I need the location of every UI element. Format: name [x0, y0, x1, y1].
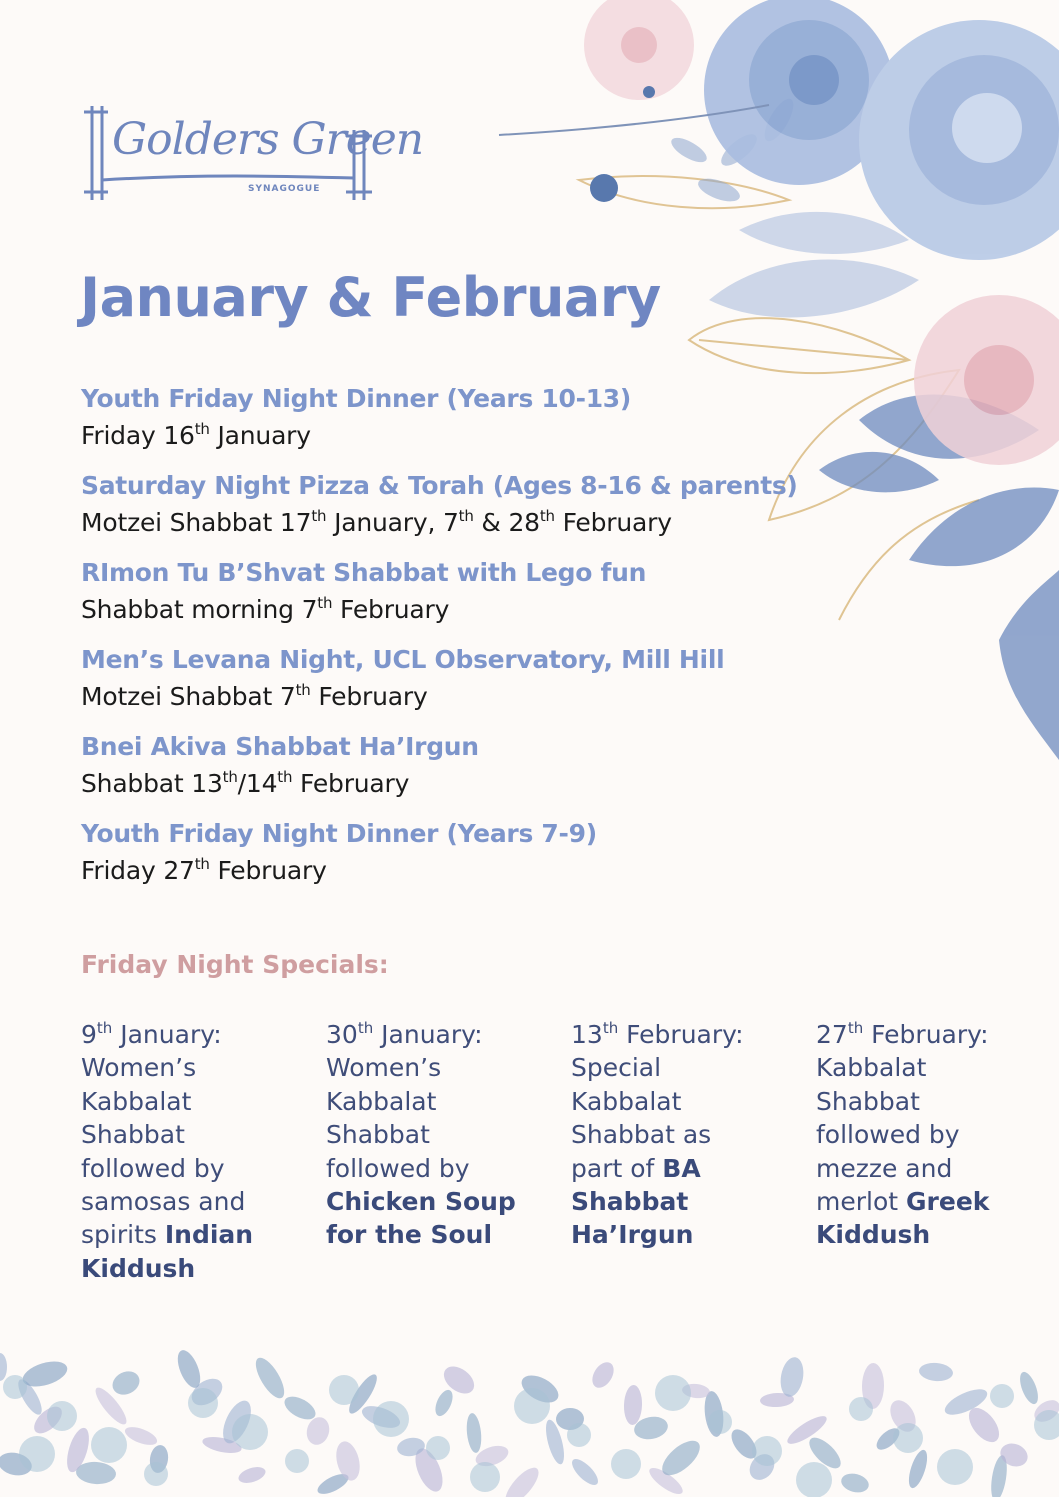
text-segment: Shabbat morning 7: [81, 595, 318, 624]
event-date: [81, 591, 861, 628]
text-segment: part of: [571, 1153, 663, 1183]
event-date: [81, 765, 861, 802]
text-segment: Friday 16: [81, 421, 195, 450]
event-item: [81, 641, 861, 728]
highlight-text: BA: [662, 1153, 701, 1183]
event-title: Youth Friday Night Dinner (Years 10-13): [81, 384, 632, 413]
special-column: [81, 1018, 281, 1285]
special-line: [81, 1152, 281, 1185]
special-line: [571, 1185, 771, 1218]
special-line: [816, 1018, 1016, 1051]
ordinal-suffix: th: [357, 1018, 374, 1037]
text-segment: mezze and: [816, 1153, 953, 1183]
text-segment: Kabbalat: [81, 1086, 192, 1116]
event-item: [81, 728, 861, 815]
ordinal-suffix: th: [539, 506, 555, 525]
special-line: [81, 1185, 281, 1218]
highlight-text: for the Soul: [326, 1220, 493, 1250]
text-segment: Kabbalat: [816, 1053, 927, 1083]
text-segment: Friday 27: [81, 856, 195, 885]
special-line: [816, 1051, 1016, 1084]
event-item: [81, 815, 861, 902]
text-segment: Shabbat: [326, 1120, 430, 1150]
text-segment: Kabbalat: [571, 1086, 682, 1116]
special-line: [816, 1152, 1016, 1185]
text-segment: Special: [571, 1053, 662, 1083]
text-segment: followed by: [816, 1120, 960, 1150]
special-line: [816, 1185, 1016, 1218]
special-line: [571, 1152, 771, 1185]
logo-subtitle: SYNAGOGUE: [248, 184, 321, 194]
text-segment: followed by: [81, 1153, 225, 1183]
special-line: [326, 1085, 526, 1118]
event-title: Saturday Night Pizza & Torah (Ages 8-16 & parents): [81, 471, 798, 500]
text-segment: 9: [81, 1020, 97, 1049]
highlight-text: Kiddush: [816, 1220, 931, 1250]
special-line: [571, 1118, 771, 1151]
ordinal-suffix: th: [847, 1018, 864, 1037]
text-segment: February:: [618, 1020, 744, 1049]
ordinal-suffix: th: [194, 419, 210, 438]
text-segment: 27: [816, 1020, 848, 1049]
special-column: [571, 1018, 771, 1252]
event-title: Bnei Akiva Shabbat Ha’Irgun: [81, 732, 479, 761]
text-segment: Kabbalat: [326, 1086, 437, 1116]
text-segment: January, 7: [326, 508, 459, 537]
text-segment: January: [209, 421, 311, 450]
highlight-text: Shabbat: [571, 1187, 689, 1217]
text-segment: Women’s: [81, 1053, 197, 1083]
foliage-border-bottom: [0, 1327, 1059, 1497]
text-segment: February: [292, 769, 410, 798]
event-item: [81, 554, 861, 641]
special-column: [326, 1018, 526, 1252]
ordinal-suffix: th: [317, 593, 333, 612]
event-date: [81, 678, 861, 715]
highlight-text: Indian: [164, 1220, 254, 1250]
ordinal-suffix: th: [222, 767, 238, 786]
highlight-text: Ha’Irgun: [571, 1220, 694, 1250]
special-line: [81, 1118, 281, 1151]
page-title: January & February: [80, 266, 661, 329]
highlight-text: Chicken Soup: [326, 1187, 516, 1217]
special-line: [81, 1018, 281, 1051]
ordinal-suffix: th: [295, 680, 311, 699]
special-line: [81, 1085, 281, 1118]
special-column: [816, 1018, 1016, 1252]
special-line: [816, 1218, 1016, 1251]
ordinal-suffix: th: [311, 506, 327, 525]
special-line: [81, 1218, 281, 1251]
text-segment: February: [310, 682, 428, 711]
text-segment: Shabbat 13: [81, 769, 223, 798]
ordinal-suffix: th: [96, 1018, 113, 1037]
special-line: [571, 1218, 771, 1251]
text-segment: February:: [863, 1020, 989, 1049]
text-segment: Women’s: [326, 1053, 442, 1083]
ordinal-suffix: th: [194, 854, 210, 873]
logo-wordmark: Golders Green: [112, 114, 424, 165]
text-segment: spirits: [81, 1220, 165, 1250]
text-segment: Shabbat: [81, 1120, 185, 1150]
text-segment: samosas and: [81, 1187, 246, 1217]
text-segment: 30: [326, 1020, 358, 1049]
event-date: [81, 417, 861, 454]
ordinal-suffix: th: [602, 1018, 619, 1037]
event-item: [81, 380, 861, 467]
text-segment: /14: [237, 769, 278, 798]
text-segment: Motzei Shabbat 17: [81, 508, 312, 537]
text-segment: Motzei Shabbat 7: [81, 682, 296, 711]
special-line: [571, 1018, 771, 1051]
event-date: [81, 504, 861, 541]
highlight-text: Kiddush: [81, 1253, 196, 1283]
text-segment: & 28: [473, 508, 540, 537]
event-title: Men’s Levana Night, UCL Observatory, Mill Hill: [81, 645, 725, 674]
special-line: [326, 1051, 526, 1084]
text-segment: February: [554, 508, 672, 537]
special-line: [816, 1085, 1016, 1118]
special-line: [326, 1118, 526, 1151]
event-date: [81, 852, 861, 889]
special-line: [571, 1051, 771, 1084]
special-line: [326, 1185, 526, 1218]
special-line: [81, 1252, 281, 1285]
text-segment: followed by: [326, 1153, 470, 1183]
event-title: RImon Tu B’Shvat Shabbat with Lego fun: [81, 558, 647, 587]
event-title: Youth Friday Night Dinner (Years 7-9): [81, 819, 597, 848]
events-list: [81, 380, 861, 902]
special-line: [816, 1118, 1016, 1151]
text-segment: February: [332, 595, 450, 624]
text-segment: February: [209, 856, 327, 885]
text-segment: Shabbat as: [571, 1120, 712, 1150]
text-segment: 13: [571, 1020, 603, 1049]
special-line: [326, 1218, 526, 1251]
text-segment: January:: [112, 1020, 222, 1049]
special-line: [326, 1152, 526, 1185]
specials-heading: Friday Night Specials:: [81, 950, 389, 979]
special-line: [326, 1018, 526, 1051]
ordinal-suffix: th: [458, 506, 474, 525]
special-line: [571, 1085, 771, 1118]
ordinal-suffix: th: [277, 767, 293, 786]
event-item: [81, 467, 861, 554]
synagogue-logo: [78, 102, 424, 206]
text-segment: merlot: [816, 1187, 907, 1217]
highlight-text: Greek: [906, 1187, 990, 1217]
special-line: [81, 1051, 281, 1084]
text-segment: January:: [373, 1020, 483, 1049]
text-segment: Shabbat: [816, 1086, 920, 1116]
